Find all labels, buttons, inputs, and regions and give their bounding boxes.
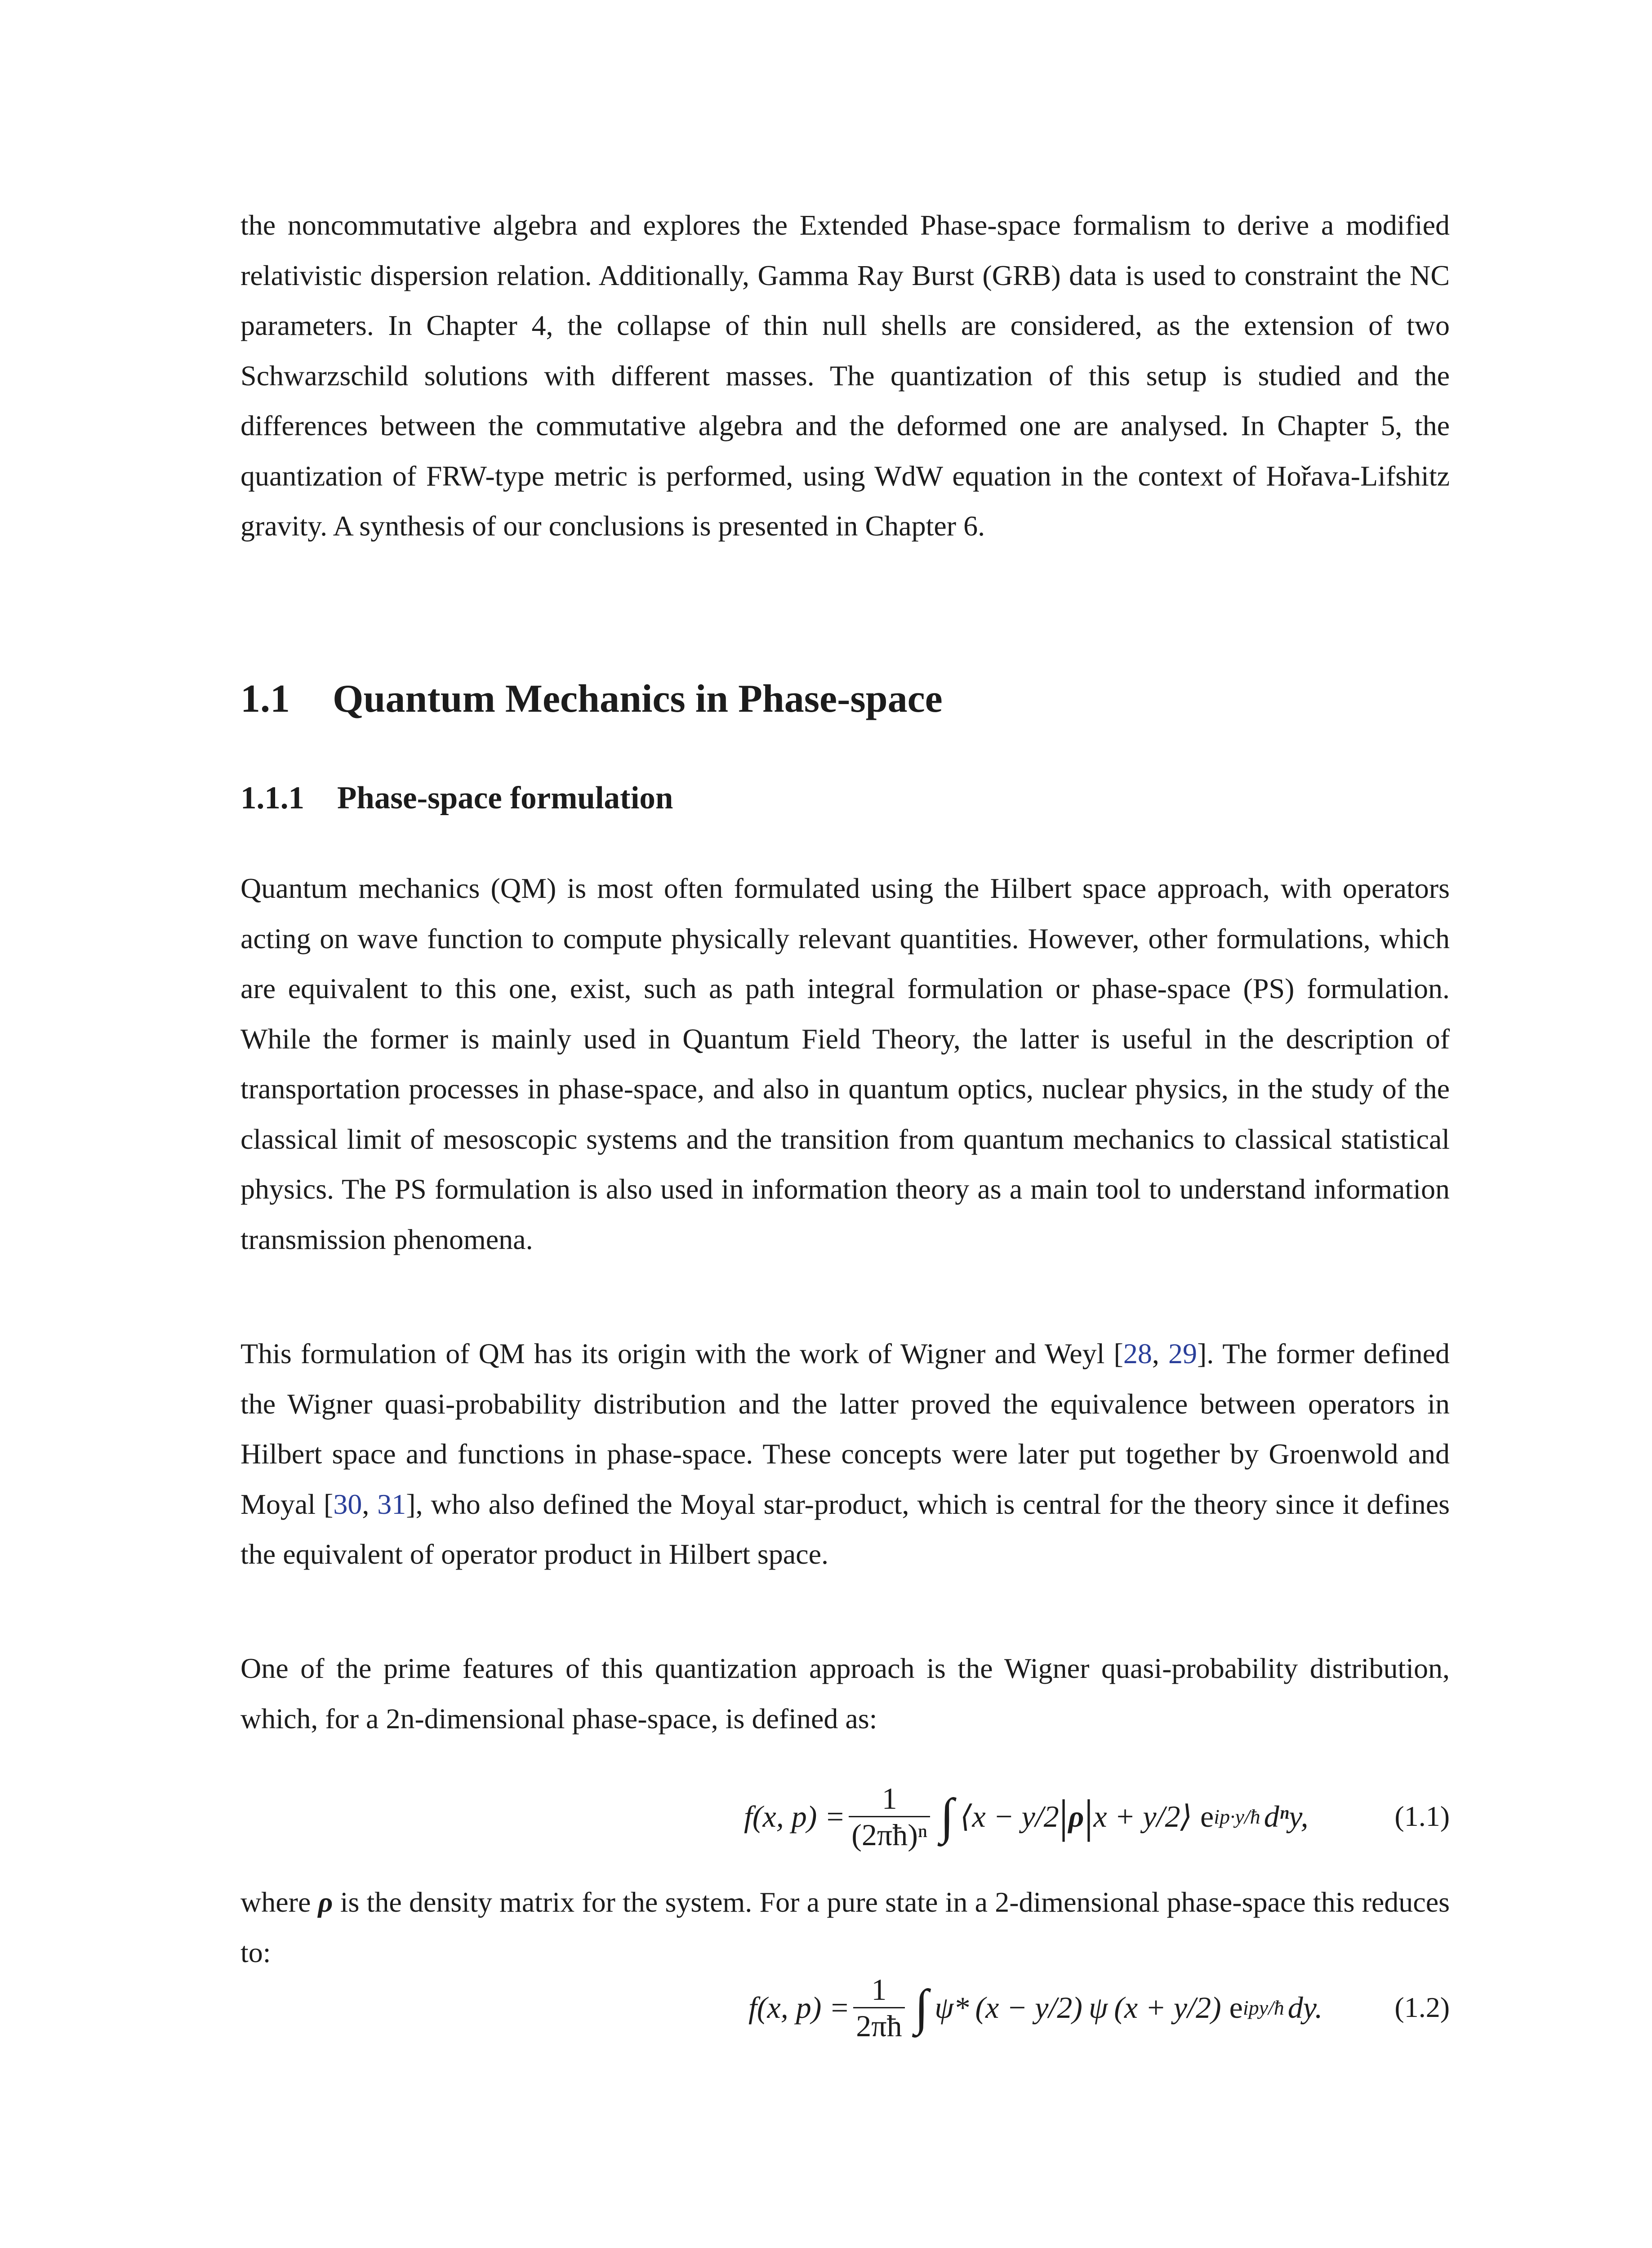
vertical-bar: |	[1059, 1790, 1069, 1842]
eq1-ket: x + y/2⟩	[1093, 1799, 1193, 1833]
origin-text-1: This formulation of QM has its origin with the work of Wigner and Weyl [	[240, 1338, 1123, 1369]
qm-paragraph: Quantum mechanics (QM) is most often formulated using the Hilbert space approach, with operators acting on wave function to compute physically relevant quantities. However, other formulations, which are equivalent to this one, exist, such as path integral formulation or phase-space (PS) formulation. While the former is mainly used in Quantum Field Theory, the latter is useful in the description of transportation processes in phase-space, and also in quantum optics, nuclear physics, in the study of the classical limit of mesoscopic systems and the transition from quantum mechanics to classical statistical physics. The PS formulation is also used in information theory as a main tool to understand information transmission phenomena.	[240, 872, 1450, 1255]
eq2-exp-base: e	[1229, 1990, 1243, 2025]
equation-number: (1.1)	[1394, 1800, 1450, 1832]
eq2-numerator: 1	[871, 1972, 887, 2007]
origin-paragraph	[240, 1329, 1450, 1579]
citation-link[interactable]: 31	[377, 1488, 406, 1520]
eq1-bra: ⟨x − y/2	[960, 1799, 1059, 1833]
eq2-measure: dy.	[1287, 1990, 1323, 2025]
density-rho: ρ	[318, 1886, 333, 1918]
integral-sign: ∫	[914, 1979, 929, 2035]
citation-link[interactable]: 30	[333, 1488, 362, 1520]
equation-1-1	[240, 1767, 1450, 1866]
density-text-2: is the density matrix for the system. For a pure state in a 2-dimensional phase-space this reduces to:	[240, 1886, 1450, 1968]
eq2-psi-star: ψ*	[935, 1990, 969, 2025]
eq1-denominator: (2πħ)ⁿ	[851, 1817, 928, 1852]
eq2-fraction	[853, 1972, 904, 2043]
equation-1-2-body	[748, 1958, 1322, 2057]
vertical-bar: |	[1084, 1790, 1094, 1842]
subsection-heading	[240, 776, 673, 821]
intro-paragraph: the noncommutative algebra and explores the Extended Phase-space formalism to derive a modified relativistic dispersion relation. Additionally, Gamma Ray Burst (GRB) data is used to constraint the NC parameters. In Chapter 4, the collapse of thin null shells are considered, as the extension of two Schwarzschild solutions with different masses. The quantization of this setup is studied and the differences between the commutative algebra and the deformed one are analysed. In Chapter 5, the quantization of FRW-type metric is performed, using WdW equation in the context of Hořava-Lifshitz gravity. A synthesis of our conclusions is presented in Chapter 6.	[240, 209, 1450, 542]
eq1-rho: ρ	[1068, 1799, 1084, 1833]
origin-text-2: ]. The former defined the Wigner quasi-probability distribution and the latter proved the equivalence between operators in Hilbert space and functions in phase-space. These concepts were later put together by Groenwold and Moyal [	[240, 1338, 1450, 1520]
eq1-lhs: f(x, p) =	[744, 1799, 846, 1833]
subsection-title: Phase-space formulation	[337, 781, 673, 816]
eq1-numerator: 1	[882, 1781, 897, 1815]
equation-number: (1.2)	[1394, 1991, 1450, 2023]
eq1-fraction	[849, 1781, 930, 1852]
section-title: Quantum Mechanics in Phase-space	[333, 677, 943, 721]
equation-1-1-body	[744, 1767, 1309, 1866]
density-text-1: where	[240, 1886, 318, 1918]
eq1-measure: dⁿy,	[1264, 1799, 1309, 1833]
eq2-denominator: 2πħ	[856, 2008, 902, 2043]
citation-link[interactable]: 28	[1123, 1338, 1152, 1369]
eq2-lhs: f(x, p) =	[748, 1990, 850, 2025]
citation-separator: ,	[362, 1488, 378, 1520]
citation-separator: ,	[1152, 1338, 1168, 1369]
origin-text-3: ], who also defined the Moyal star-product, which is central for the theory since it defines the equivalent of operator product in Hilbert space.	[240, 1488, 1450, 1570]
eq2-exp-sup: ipy/ħ	[1242, 1996, 1284, 2019]
wigner-paragraph: One of the prime features of this quantization approach is the Wigner quasi-probability distribution, which, for a 2n-dimensional phase-space, is defined as:	[240, 1652, 1450, 1735]
citation-link[interactable]: 29	[1168, 1338, 1197, 1369]
subsection-number: 1.1.1	[240, 781, 304, 816]
eq1-exp-sup: ip·y/ħ	[1214, 1805, 1260, 1828]
integral-sign: ∫	[940, 1788, 954, 1844]
eq1-exp-base: e	[1200, 1799, 1214, 1833]
eq2-arg2: (x + y/2)	[1114, 1990, 1221, 2025]
section-heading	[240, 672, 943, 726]
section-number: 1.1	[240, 677, 290, 721]
eq2-psi: ψ	[1088, 1990, 1108, 2025]
eq2-arg1: (x − y/2)	[975, 1990, 1082, 2025]
equation-1-2	[240, 1958, 1450, 2057]
